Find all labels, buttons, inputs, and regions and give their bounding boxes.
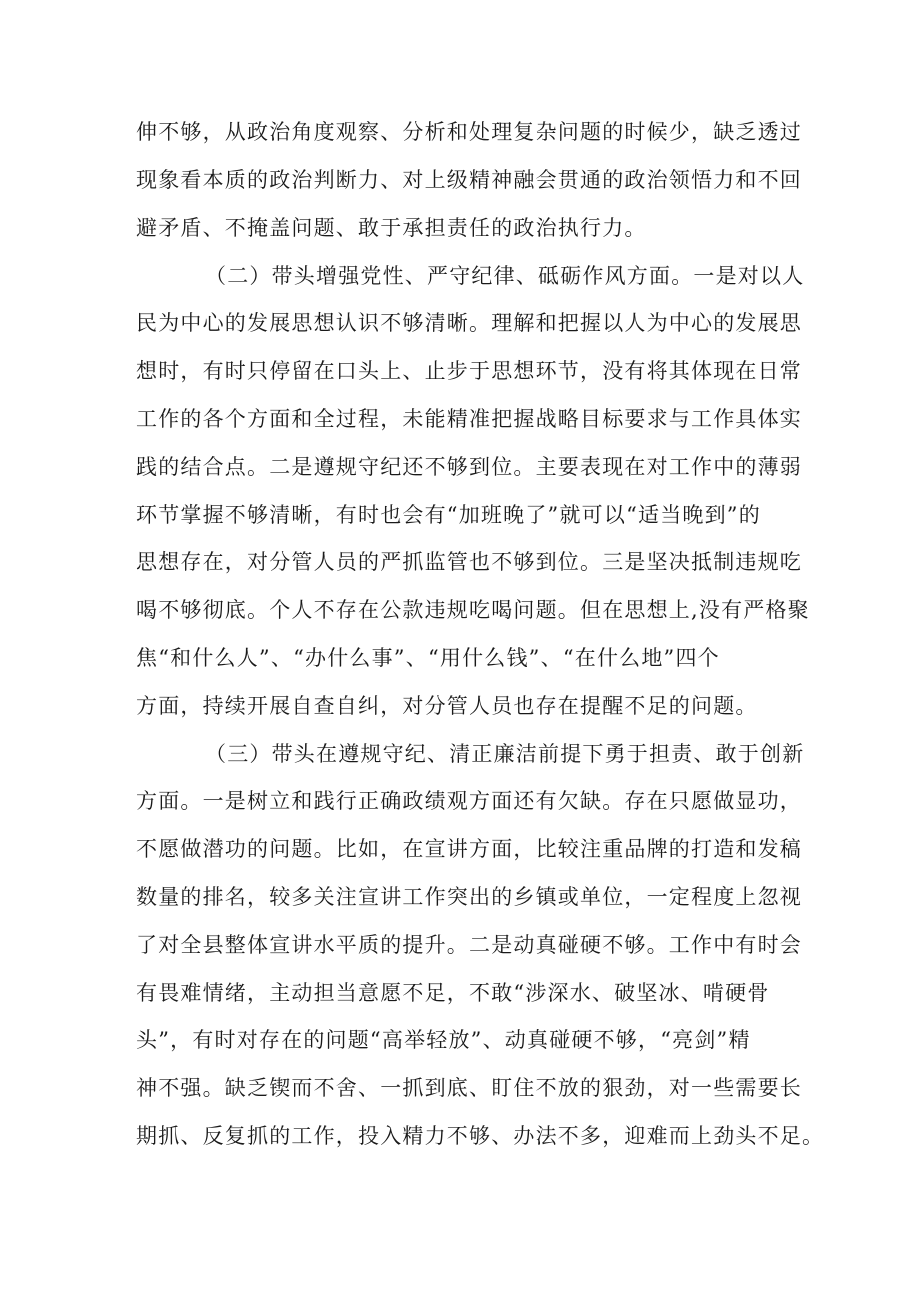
- text-line: 方面，持续开展自查自纠，对分管人员也存在提醒不足的问题。: [136, 694, 758, 718]
- text-line: 民为中心的发展思想认识不够清晰。理解和把握以人为中心的发展思: [136, 311, 802, 335]
- text-line: 数量的排名，较多关注宣讲工作突出的乡镇或单位，一定程度上忽视: [136, 885, 802, 909]
- text-line: 头”，有时对存在的问题“高举轻放”、动真碰硬不够，“亮剑”精: [136, 1028, 751, 1052]
- text-line: 工作的各个方面和全过程，未能精准把握战略目标要求与工作具体实: [136, 407, 802, 431]
- text-line: 环节掌握不够清晰，有时也会有“加班晚了”就可以“适当晚到”的: [136, 503, 761, 527]
- text-line: 伸不够，从政治角度观察、分析和处理复杂问题的时候少，缺乏透过: [136, 120, 802, 144]
- text-line: 践的结合点。二是遵规守纪还不够到位。主要表现在对工作中的薄弱: [136, 455, 802, 479]
- text-line: 有畏难情绪，主动担当意愿不足，不敢“涉深水、破坚冰、啃硬骨: [136, 981, 770, 1005]
- text-line: 焦“和什么人”、“办什么事”、“用什么钱”、“在什么地”四个: [136, 646, 720, 670]
- text-line: 现象看本质的政治判断力、对上级精神融会贯通的政治领悟力和不回: [136, 168, 802, 192]
- text-line: 喝不够彻底。个人不存在公款违规吃喝问题。但在思想上,没有严格聚: [136, 598, 810, 622]
- text-line: 了对全县整体宣讲水平质的提升。二是动真碰硬不够。工作中有时会: [136, 933, 802, 957]
- text-line: 避矛盾、不掩盖问题、敢于承担责任的政治执行力。: [136, 216, 647, 240]
- text-line: 神不强。缺乏锲而不舍、一抓到底、盯住不放的狠劲，对一些需要长: [136, 1076, 802, 1100]
- text-line: 方面。一是树立和践行正确政绩观方面还有欠缺。存在只愿做显功，: [136, 789, 802, 813]
- text-line: （二）带头增强党性、严守纪律、砥砺作风方面。一是对以人: [205, 264, 805, 288]
- text-line: 不愿做潜功的问题。比如，在宣讲方面，比较注重品牌的打造和发稿: [136, 837, 802, 861]
- text-line: （三）带头在遵规守纪、清正廉洁前提下勇于担责、敢于创新: [205, 742, 805, 766]
- text-line: 想时，有时只停留在口头上、止步于思想环节，没有将其体现在日常: [136, 359, 802, 383]
- text-line: 期抓、反复抓的工作，投入精力不够、办法不多，迎难而上劲头不足。: [136, 1124, 825, 1148]
- text-line: 思想存在，对分管人员的严抓监管也不够到位。三是坚决抵制违规吃: [136, 550, 802, 574]
